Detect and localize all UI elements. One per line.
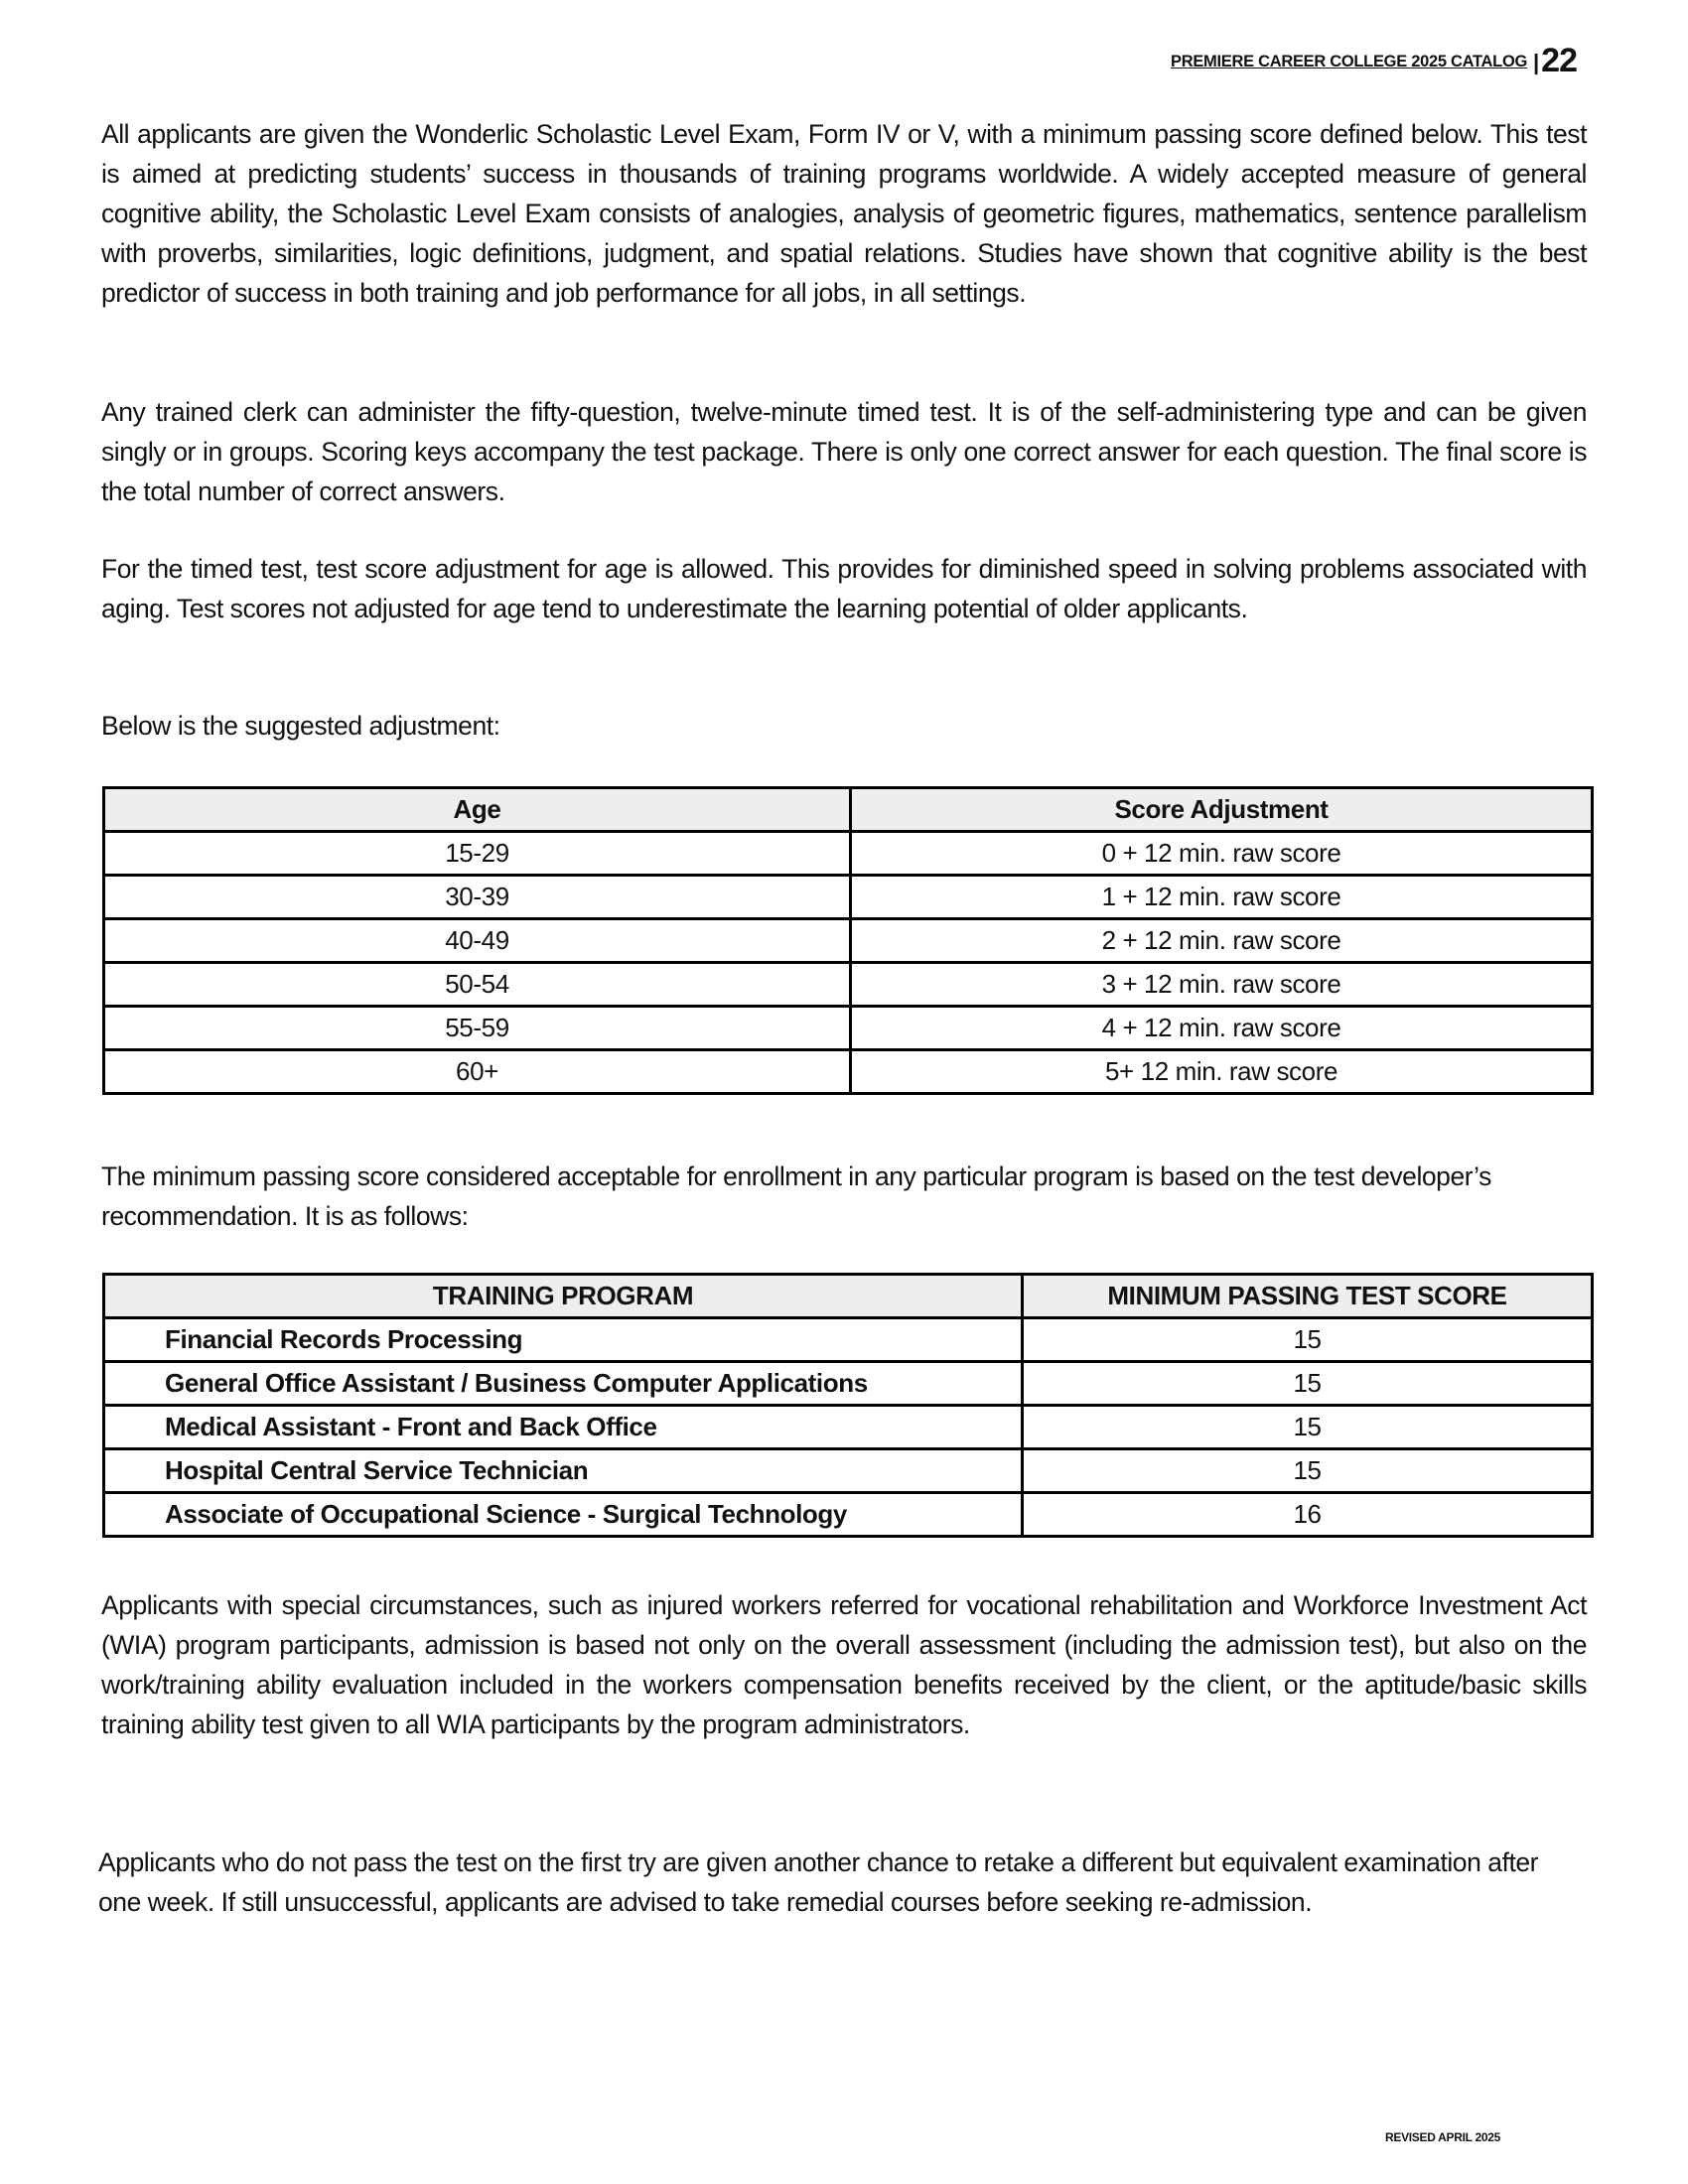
page-number: 22 bbox=[1541, 42, 1577, 79]
age-adjustment-paragraph: For the timed test, test score adjustment for age is allowed. This provides for diminished speed in solving problems associated with aging. Test scores not adjusted for age tend to underestimate the learning potential of older applicants. bbox=[101, 554, 1587, 623]
suggested-adjustment-label: Below is the suggested adjustment: bbox=[101, 711, 500, 741]
score-cell: 15 bbox=[1023, 1362, 1593, 1406]
table-row bbox=[104, 1449, 1593, 1493]
table-row bbox=[104, 1318, 1593, 1362]
table-row bbox=[104, 876, 1593, 919]
column-header-minimum-score: MINIMUM PASSING TEST SCORE bbox=[1023, 1275, 1593, 1318]
age-adjustment-table bbox=[102, 786, 1594, 1095]
adjustment-cell: 4 + 12 min. raw score bbox=[851, 1007, 1593, 1050]
page-header bbox=[1171, 44, 1577, 77]
score-cell: 16 bbox=[1023, 1493, 1593, 1537]
catalog-title: PREMIERE CAREER COLLEGE 2025 CATALOG bbox=[1171, 53, 1528, 70]
table-header-row bbox=[104, 788, 1593, 832]
column-header-training-program: TRAINING PROGRAM bbox=[104, 1275, 1023, 1318]
minimum-passing-paragraph: The minimum passing score considered acceptable for enrollment in any particular program is based on the test developer’s recommendation. It is as follows: bbox=[101, 1161, 1491, 1231]
table-row bbox=[104, 1493, 1593, 1537]
age-cell: 60+ bbox=[104, 1050, 851, 1094]
score-cell: 15 bbox=[1023, 1406, 1593, 1449]
score-cell: 15 bbox=[1023, 1318, 1593, 1362]
age-cell: 50-54 bbox=[104, 963, 851, 1007]
header-separator: | bbox=[1533, 50, 1540, 74]
score-cell: 15 bbox=[1023, 1449, 1593, 1493]
administration-paragraph: Any trained clerk can administer the fifty-question, twelve-minute timed test. It is of the self-administering type and can be given singly or in groups. Scoring keys accompany the test package. There is only one correct answer for each question. The final score is the total number of correct answers. bbox=[101, 397, 1587, 506]
table-row bbox=[104, 1406, 1593, 1449]
program-cell: General Office Assistant / Business Computer Applications bbox=[104, 1362, 1023, 1406]
program-cell: Financial Records Processing bbox=[104, 1318, 1023, 1362]
column-header-score-adjustment: Score Adjustment bbox=[851, 788, 1593, 832]
table-row bbox=[104, 1050, 1593, 1094]
special-circumstances-paragraph: Applicants with special circumstances, such as injured workers referred for vocational rehabilitation and Workforce Investment Act (WIA) program participants, admission is based not only on the overall assessment (including the admission test), but also on the work/training ability evaluation included in the workers compensation benefits received by the client, or the aptitude/basic skills training ability test given to all WIA participants by the program administrators. bbox=[101, 1590, 1587, 1739]
adjustment-cell: 5+ 12 min. raw score bbox=[851, 1050, 1593, 1094]
age-cell: 40-49 bbox=[104, 919, 851, 963]
table-row bbox=[104, 1007, 1593, 1050]
adjustment-cell: 1 + 12 min. raw score bbox=[851, 876, 1593, 919]
age-cell: 55-59 bbox=[104, 1007, 851, 1050]
program-cell: Hospital Central Service Technician bbox=[104, 1449, 1023, 1493]
retake-paragraph: Applicants who do not pass the test on the first try are given another chance to retake a different but equivalent examination after one week. If still unsuccessful, applicants are advised to take remedial courses before seeking re-admission. bbox=[98, 1847, 1539, 1917]
table-row bbox=[104, 963, 1593, 1007]
intro-paragraph: All applicants are given the Wonderlic Scholastic Level Exam, Form IV or V, with a minimum passing score defined below. This test is aimed at predicting students’ success in thousands of training programs worldwide. A widely accepted measure of general cognitive ability, the Scholastic Level Exam consists of analogies, analysis of geometric figures, mathematics, sentence parallelism with proverbs, similarities, logic definitions, judgment, and spatial relations. Studies have shown that cognitive ability is the best predictor of success in both training and job performance for all jobs, in all settings. bbox=[101, 119, 1587, 308]
table-row bbox=[104, 832, 1593, 876]
adjustment-cell: 2 + 12 min. raw score bbox=[851, 919, 1593, 963]
revision-footer: REVISED APRIL 2025 bbox=[1385, 2130, 1500, 2144]
program-score-table bbox=[102, 1273, 1594, 1538]
adjustment-cell: 3 + 12 min. raw score bbox=[851, 963, 1593, 1007]
table-row bbox=[104, 919, 1593, 963]
age-cell: 15-29 bbox=[104, 832, 851, 876]
table-header-row bbox=[104, 1275, 1593, 1318]
program-cell: Medical Assistant - Front and Back Office bbox=[104, 1406, 1023, 1449]
age-cell: 30-39 bbox=[104, 876, 851, 919]
adjustment-cell: 0 + 12 min. raw score bbox=[851, 832, 1593, 876]
column-header-age: Age bbox=[104, 788, 851, 832]
table-row bbox=[104, 1362, 1593, 1406]
program-cell: Associate of Occupational Science - Surgical Technology bbox=[104, 1493, 1023, 1537]
